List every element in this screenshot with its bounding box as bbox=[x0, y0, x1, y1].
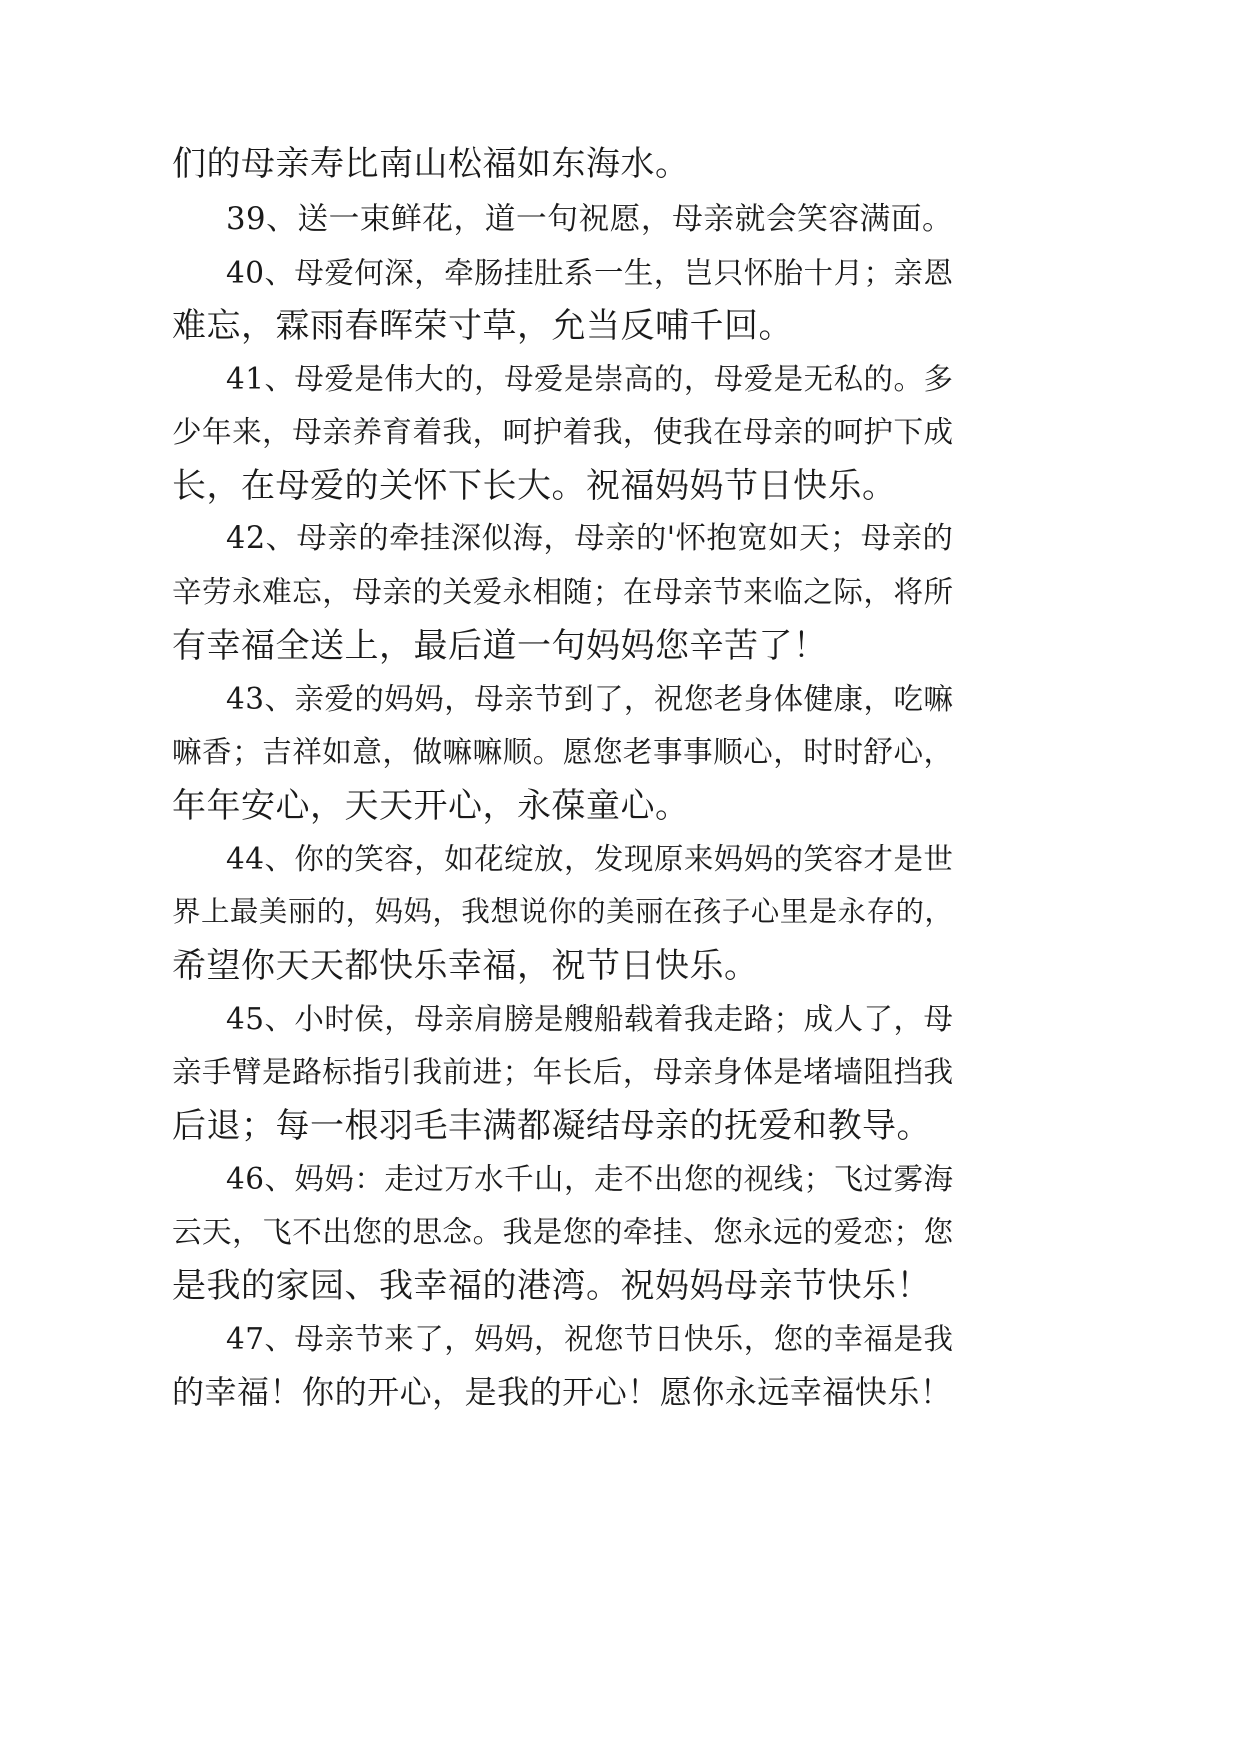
paragraph-41-line-0: 41、母爱是伟大的，母爱是崇高的，母爱是无私的。多 bbox=[226, 362, 954, 396]
paragraph-40-line-1: 难忘，霖雨春晖荣寸草，允当反哺千回。 bbox=[172, 306, 793, 346]
paragraph-43-line-1: 嘛香；吉祥如意，做嘛嘛顺。愿您老事事顺心，时时舒心， bbox=[172, 735, 954, 769]
paragraph-0-line-0: 们的母亲寿比南山松福如东海水。 bbox=[172, 144, 690, 184]
paragraph-41-line-2: 长，在母爱的关怀下长大。祝福妈妈节日快乐。 bbox=[172, 466, 897, 506]
paragraph-47-line-0: 47、母亲节来了，妈妈，祝您节日快乐，您的幸福是我 bbox=[226, 1322, 954, 1356]
paragraph-45-line-0: 45、小时侯，母亲肩膀是艘船载着我走路；成人了，母 bbox=[226, 1002, 954, 1036]
paragraph-42-line-1: 辛劳永难忘，母亲的关爱永相随；在母亲节来临之际，将所 bbox=[172, 575, 954, 609]
paragraph-41-line-1: 少年来，母亲养育着我，呵护着我，使我在母亲的呵护下成 bbox=[172, 415, 954, 449]
paragraph-46-line-0: 46、妈妈：走过万水千山，走不出您的视线；飞过雾海 bbox=[226, 1162, 954, 1196]
paragraph-44-line-1: 界上最美丽的，妈妈，我想说你的美丽在孩子心里是永存的， bbox=[172, 895, 954, 928]
paragraph-39-line-0: 39、送一束鲜花，道一句祝愿，母亲就会笑容满面。 bbox=[226, 201, 954, 237]
paragraph-44-line-2: 希望你天天都快乐幸福，祝节日快乐。 bbox=[172, 946, 759, 986]
paragraph-46-line-2: 是我的家园、我幸福的港湾。祝妈妈母亲节快乐！ bbox=[172, 1266, 931, 1306]
paragraph-40-line-0: 40、母爱何深，牵肠挂肚系一生，岂只怀胎十月；亲恩 bbox=[226, 256, 954, 290]
paragraph-43-line-2: 年年安心，天天开心，永葆童心。 bbox=[172, 786, 690, 826]
paragraph-44-line-0: 44、你的笑容，如花绽放，发现原来妈妈的笑容才是世 bbox=[226, 842, 954, 876]
paragraph-46-line-1: 云天，飞不出您的思念。我是您的牵挂、您永远的爱恋；您 bbox=[172, 1215, 954, 1249]
paragraph-42-line-0: 42、母亲的牵挂深似海，母亲的'怀抱宽如天；母亲的 bbox=[226, 521, 954, 556]
paragraph-42-line-2: 有幸福全送上，最后道一句妈妈您辛苦了！ bbox=[172, 626, 828, 666]
paragraph-43-line-0: 43、亲爱的妈妈，母亲节到了，祝您老身体健康，吃嘛 bbox=[226, 682, 954, 716]
paragraph-47-line-1: 的幸福！你的开心，是我的开心！愿你永远幸福快乐！ bbox=[172, 1373, 953, 1411]
paragraph-45-line-1: 亲手臂是路标指引我前进；年长后，母亲身体是堵墙阻挡我 bbox=[172, 1055, 954, 1089]
paragraph-45-line-2: 后退；每一根羽毛丰满都凝结母亲的抚爱和教导。 bbox=[172, 1106, 931, 1146]
